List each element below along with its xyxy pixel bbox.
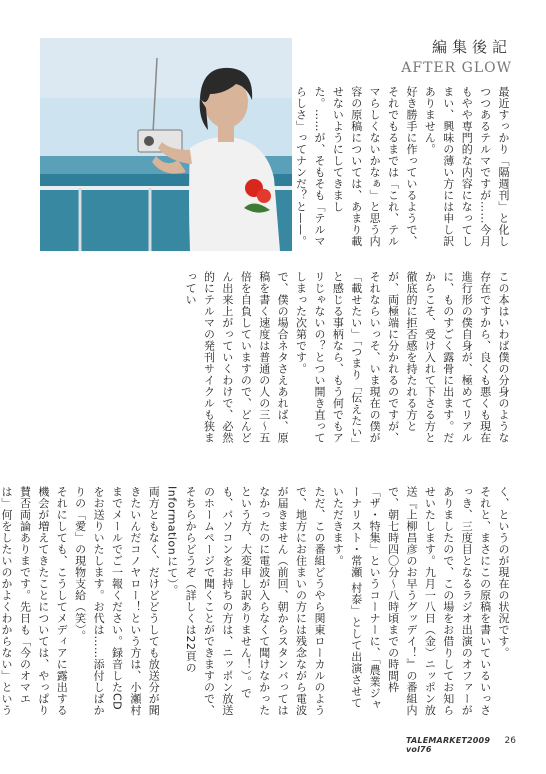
paragraph: ただ、この番組どうやら関東ローカルのようで、地方にお住まいの方には残念ながら電波が届きません（前回、朝からスタンバってはなかったのに電波が入らなくて聞けなかったという方、大変申し訳ありません！）。でも、パソコンをお持ちの方は、ニッポン放送のホームページで聞くことができますので、そちらからどうぞ（詳しくは22頁のInformationにて）。	[165, 486, 326, 716]
text-column-top	[294, 86, 512, 254]
paragraph: 最近すっかり「隔週刊」と化しつつあるテルマですが……今月もやや専門的な内容になってしまい、興味の薄い方には申し訳ありません。	[423, 86, 510, 247]
footer	[406, 736, 516, 754]
page-number: 26	[504, 736, 516, 746]
author-photo	[40, 38, 292, 251]
paragraph: 好き勝手に作っているようで、それでもるまでは「これ、テルマらしくないかなぁ」と思う内容の原稿については、あまり載せないようにしてきました。……が、そもそも「テルマらしさ」ってナンだ？と——。	[294, 86, 418, 247]
page-subtitle: AFTER GLOW	[401, 60, 512, 76]
paragraph: 両方ともなく、だけどどうしても放送分が聞きたいんだコノヤロー！という方は、小瀬村までメールでご一報ください。録音したCDをお送りいたします。お代は……添付しばかりの「愛」の現物支給（笑）。	[73, 486, 161, 716]
author-photo-illustration	[40, 38, 292, 251]
paragraph: く、というのが現在の状況です。	[497, 486, 510, 659]
paragraph: それと、まさにこの原稿を書いているいっさっき、三度目となるラジオ出演のオファーがありましたので、この場をお借りしてお知らせいたします。九月一八日（金）ニッポン放送『上柳昌彦のお早うグッデイ！』の番組内で、朝七時四〇分〜八時頃までの時間枠「ザ・特集」というコーナーに、「農業ジャーナリスト・常瀬 村泰」として出演させていただきます。	[331, 486, 492, 716]
text-column-bottom	[0, 486, 512, 716]
paragraph: この本はいわば僕の分身のような存在ですから、良くも悪くも現在進行形の僕自身が、極めてリアルに、ものすごく露骨に出ます。だからこそ、受け入れて下さる方と徹底的に拒否感を持たれる方とが、両極端に分かれるのですが、それならいっそ、いま現在の僕が「載せたい」「つまり「伝えたい」と感じる事柄なら、もう何でもアリじゃないの？とつい開き直ってしまった次第です。	[294, 271, 510, 450]
magazine-name: TALEMARKET2009 vol76	[406, 736, 491, 754]
paragraph: で、僕の場合ネタさえあれば、原稿を書く速度は普通の人の三〜五倍を自負していますので、どんどん出来上がっていくわけで、必然的にテルマの発刊サイクルも狭まってい	[184, 271, 290, 444]
page-title: 編集後記	[431, 38, 512, 56]
paragraph: それにしても、こうしてメディアに露出する機会が増えてきたことについては、やっぱり賛否両論ありまです。先日も「今のオマエは」何をしたいのかよくわからない」という	[0, 486, 69, 716]
text-column-middle	[38, 271, 512, 453]
header	[388, 36, 512, 76]
